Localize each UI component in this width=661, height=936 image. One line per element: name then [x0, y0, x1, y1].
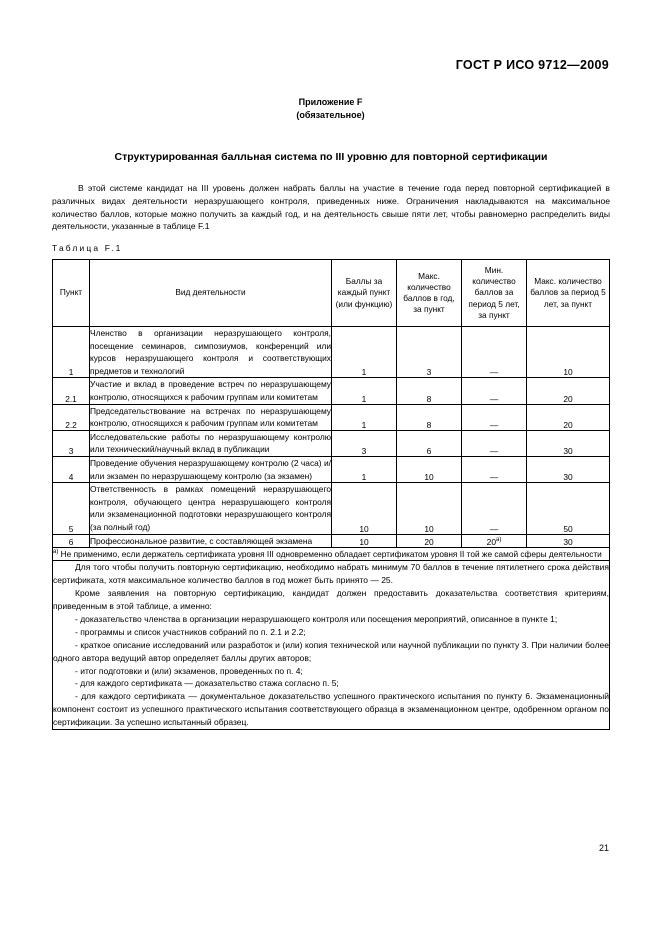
col-header-item: Пункт — [53, 260, 90, 327]
col-header-activity: Вид деятельности — [90, 260, 332, 327]
cell-activity: Проведение обучения неразрушающему контролю (2 часа) и/или экзамен по неразрушающему контролю (за экзамен) — [90, 456, 332, 482]
body-paragraph-1: Для того чтобы получить повторную сертификацию, необходимо набрать минимум 70 баллов в течение пятилетнего срока действия сертификата, хотя максимальное количество баллов в год может быть принято — 25. — [53, 562, 609, 586]
table-row — [53, 483, 610, 534]
cell-points: 10 — [332, 483, 397, 534]
cell-points: 10 — [332, 534, 397, 548]
cell-points: 1 — [332, 456, 397, 482]
annex-heading — [0, 96, 661, 122]
cell-item-number: 3 — [53, 430, 90, 456]
table-row — [53, 404, 610, 430]
cell-max-year: 3 — [397, 327, 462, 378]
footnote-marker-ref: а) — [495, 537, 502, 544]
cell-activity: Участие и вклад в проведение встреч по неразрушающему контролю, относящихся к рабочим группам или комитетам — [90, 378, 332, 404]
cell-min-5y-value: 20 — [486, 537, 496, 548]
table-row — [53, 327, 610, 378]
cell-max-5y: 20 — [527, 404, 610, 430]
cell-item-number: 1 — [53, 327, 90, 378]
cell-min-5y: — — [462, 456, 527, 482]
col-header-points-per-item: Баллы за каждый пункт (или функцию) — [332, 260, 397, 327]
cell-item-number: 5 — [53, 483, 90, 534]
cell-max-5y: 10 — [527, 327, 610, 378]
table-header-row — [53, 260, 610, 327]
table-row — [53, 534, 610, 548]
cell-max-year: 6 — [397, 430, 462, 456]
cell-max-year: 20 — [397, 534, 462, 548]
body-paragraph-7: - для каждого сертификата — доказательство стажа согласно п. 5; — [75, 678, 339, 689]
cell-item-number: 6 — [53, 534, 90, 548]
cell-max-5y: 50 — [527, 483, 610, 534]
intro-paragraph: В этой системе кандидат на III уровень должен набрать баллы на участие в течение года перед повторной сертификацией в различных видах деятельности неразрушающего контроля, приведенных ниже. Ограничения накладываются на максимальное количество баллов, которые можно получить за каждый год, и на деятельность свыше пяти лет, чтобы равномерно распределить виды деятельности, указанные в таблице F.1 — [52, 183, 610, 232]
table-caption: Таблица F.1 — [52, 243, 123, 253]
table-row — [53, 430, 610, 456]
cell-item-number: 2.1 — [53, 378, 90, 404]
cell-max-5y: 30 — [527, 456, 610, 482]
cell-min-5y: — — [462, 430, 527, 456]
cell-min-5y: — — [462, 404, 527, 430]
body-paragraph-6: - итог подготовки и (или) экзаменов, проведенных по п. 4; — [75, 665, 303, 676]
cell-activity: Председательствование на встречах по неразрушающему контролю, относящихся к рабочим группам или комитетам — [90, 404, 332, 430]
cell-points: 1 — [332, 378, 397, 404]
cell-activity: Членство в организации неразрушающего контроля, посещение семинаров, симпозиумов, конференций или курсов неразрушающего контроля и соответствующих предметов и технологий — [90, 327, 332, 378]
table-body-text — [53, 561, 610, 730]
body-paragraph-2: Кроме заявления на повторную сертификацию, кандидат должен предоставить доказательства соответствия критериям, приведенным в этой таблице, а именно: — [53, 588, 609, 612]
cell-max-year: 8 — [397, 404, 462, 430]
table-body-text-row — [53, 561, 610, 730]
table-row — [53, 456, 610, 482]
section-heading: Структурированная балльная система по III уровню для повторной сертификации — [114, 151, 548, 163]
body-paragraph-4: - программы и список участников собраний по п. 2.1 и 2.2; — [75, 626, 306, 637]
cell-max-5y: 30 — [527, 534, 610, 548]
cell-points: 1 — [332, 404, 397, 430]
cell-min-5y: — — [462, 483, 527, 534]
cell-item-number: 4 — [53, 456, 90, 482]
cell-activity: Исследовательские работы по неразрушающему контролю или технический/научный вклад в публикации — [90, 430, 332, 456]
body-paragraph-8: - для каждого сертификата — документальное доказательство успешного практического испытания по пункту 6. Экзаменационный компонент состоит из успешного практического испытания соответствующего образца в экзаменационном центре, одобренном органом по сертификации. За успешно испытанный образец. — [53, 691, 609, 728]
annex-subtitle: (обязательное) — [296, 110, 365, 120]
table-footnote-row — [53, 548, 610, 561]
cell-max-5y: 20 — [527, 378, 610, 404]
footnote-marker: а) — [53, 549, 59, 556]
footnote-text: Не применимо, если держатель сертификата уровня III одновременно обладает сертификатом уровня II той же самой сферы деятельности — [60, 549, 602, 560]
col-header-max-per-year: Макс. количество баллов в год, за пункт — [397, 260, 462, 327]
cell-min-5y: — — [462, 378, 527, 404]
col-header-min-5-years: Мин. количество баллов за период 5 лет, за пункт — [462, 260, 527, 327]
scoring-table — [52, 259, 610, 730]
table-header — [53, 260, 610, 327]
cell-activity: Ответственность в рамках помещений неразрушающего контроля, обучающего центра неразрушающего контроля или экзаменационной подготовки неразрушающего контроля (за полный год) — [90, 483, 332, 534]
table-footnote — [53, 548, 610, 561]
body-paragraph-3: - доказательство членства в организации неразрушающего контроля или посещения мероприятий, описанное в пункте 1; — [75, 613, 558, 624]
cell-max-5y: 30 — [527, 430, 610, 456]
cell-activity: Профессиональное развитие, с составляющей экзамена — [90, 534, 332, 548]
cell-min-5y — [462, 534, 527, 548]
cell-points: 1 — [332, 327, 397, 378]
table-container — [52, 259, 609, 730]
cell-max-year: 8 — [397, 378, 462, 404]
annex-title: Приложение F — [298, 97, 363, 107]
page-number: 21 — [598, 843, 609, 853]
cell-max-year: 10 — [397, 456, 462, 482]
body-paragraph-5: - краткое описание исследований или разработок и (или) копия технической или научной публикации по пункту 3. При наличии более одного автора ведущий автор определяет баллы других авторов; — [53, 639, 609, 663]
cell-points: 3 — [332, 430, 397, 456]
cell-max-year: 10 — [397, 483, 462, 534]
col-header-max-5-years: Макс. количество баллов за период 5 лет, за пункт — [527, 260, 610, 327]
table-row — [53, 378, 610, 404]
table-body — [53, 327, 610, 730]
cell-item-number: 2.2 — [53, 404, 90, 430]
standard-code-header: ГОСТ Р ИСО 9712—2009 — [455, 58, 609, 72]
cell-min-5y: — — [462, 327, 527, 378]
